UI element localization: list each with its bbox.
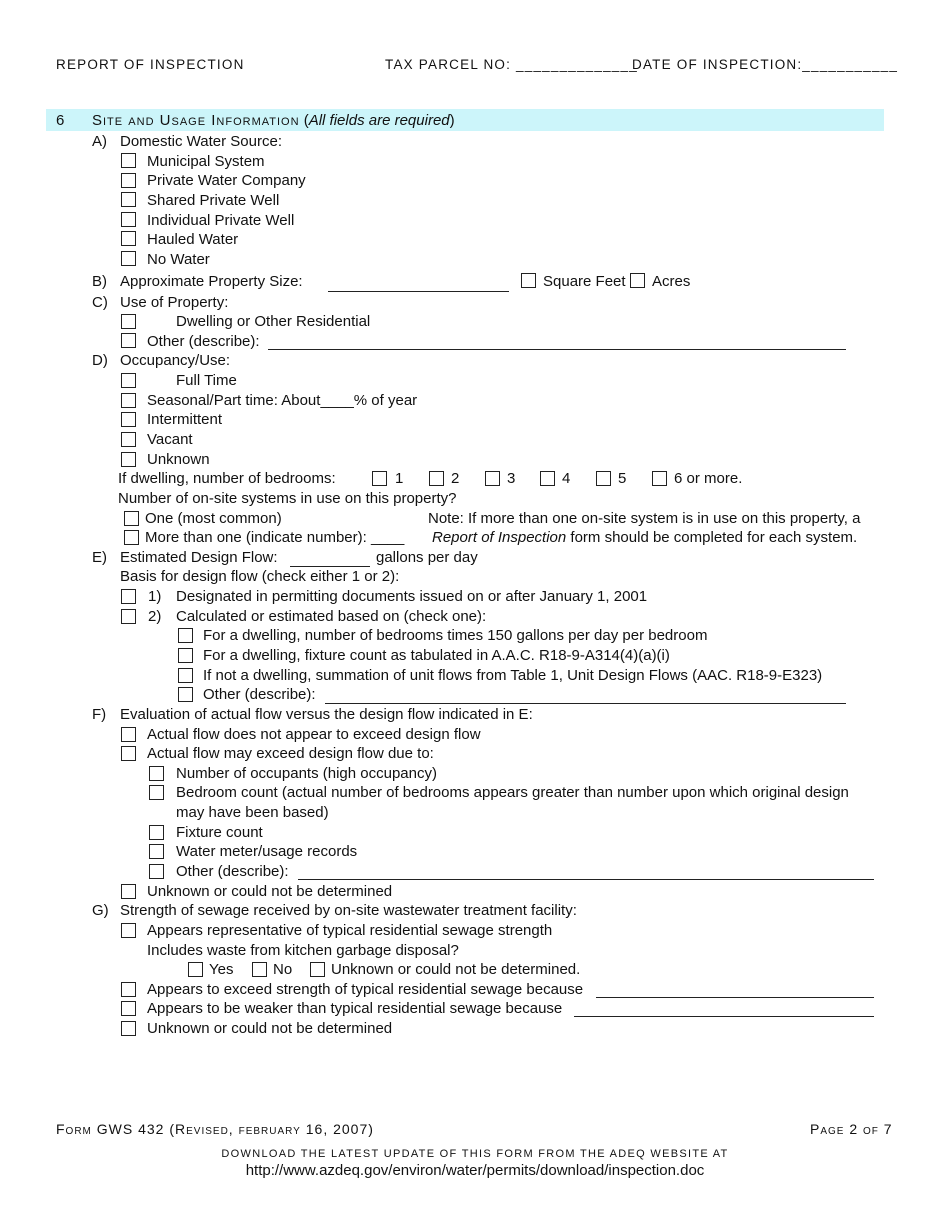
bedrooms-4-checkbox[interactable] [540, 471, 555, 486]
systems-note-line2 [432, 529, 857, 546]
water-option-label: Hauled Water [147, 231, 239, 248]
occupancy-full-time-checkbox[interactable] [121, 373, 136, 388]
item-f-label: Evaluation of actual flow versus the design flow indicated in E: [120, 706, 533, 723]
occupancy-seasonal-checkbox[interactable] [121, 393, 136, 408]
design-flow-basis-label: Basis for design flow (check either 1 or 2): [120, 568, 400, 585]
systems-more-checkbox[interactable] [124, 530, 139, 545]
item-c-label: Use of Property: [120, 294, 229, 311]
strength-option-label: Appears representative of typical residential sewage strength [147, 922, 553, 939]
design-flow-unit: gallons per day [376, 549, 478, 566]
page-number: Page 2 of 7 [810, 1121, 893, 1137]
bedrooms-6-checkbox[interactable] [652, 471, 667, 486]
property-size-input[interactable] [328, 291, 509, 292]
water-option-label: Private Water Company [147, 172, 306, 189]
flow-option-label: Actual flow may exceed design flow due to: [147, 745, 434, 762]
basis-permit-label: Designated in permitting documents issued on or after January 1, 2001 [176, 588, 648, 605]
flow-meter-records-checkbox[interactable] [149, 844, 164, 859]
design-flow-input[interactable] [290, 566, 370, 567]
flow-reason-label: Fixture count [176, 824, 263, 841]
flow-reason-label: Bedroom count (actual number of bedrooms appears greater than number upon which original design [176, 784, 849, 801]
use-other-label: Other (describe): [147, 333, 260, 350]
occupancy-option-label: Vacant [147, 431, 193, 448]
garbage-no-checkbox[interactable] [252, 962, 267, 977]
calc-other-input[interactable] [325, 703, 846, 704]
occupancy-option-label: Unknown [147, 451, 210, 468]
square-feet-checkbox[interactable] [521, 273, 536, 288]
flow-bedroom-count-checkbox[interactable] [149, 785, 164, 800]
flow-option-label: Actual flow does not appear to exceed design flow [147, 726, 481, 743]
item-b-label: Approximate Property Size: [120, 273, 303, 290]
section-note: All fields are required [308, 112, 450, 129]
item-e-label: Estimated Design Flow: [120, 549, 278, 566]
flow-reason-label: Other (describe): [176, 863, 289, 880]
item-f-letter: F) [92, 706, 107, 723]
systems-note-form-name: Report of Inspection [432, 529, 567, 546]
square-feet-label: Square Feet [543, 273, 626, 290]
basis-permit-checkbox[interactable] [121, 589, 136, 604]
garbage-yes-label: Yes [209, 961, 234, 978]
item-c-letter: C) [92, 294, 108, 311]
strength-weaker-checkbox[interactable] [121, 1001, 136, 1016]
flow-option-label: Unknown or could not be determined [147, 883, 393, 900]
systems-one-checkbox[interactable] [124, 511, 139, 526]
acres-checkbox[interactable] [630, 273, 645, 288]
garbage-unknown-label: Unknown or could not be determined. [331, 961, 581, 978]
garbage-no-label: No [273, 961, 293, 978]
water-shared-well-checkbox[interactable] [121, 192, 136, 207]
flow-other-input[interactable] [298, 879, 874, 880]
bedrooms-option-label: 2 [451, 470, 460, 487]
calc-bedrooms-checkbox[interactable] [178, 628, 193, 643]
item-g-letter: G) [92, 902, 109, 919]
bedrooms-option-label: 6 or more. [674, 470, 743, 487]
water-option-label: No Water [147, 251, 210, 268]
flow-fixture-count-checkbox[interactable] [149, 825, 164, 840]
water-option-label: Municipal System [147, 153, 265, 170]
flow-may-exceed-checkbox[interactable] [121, 746, 136, 761]
water-individual-well-checkbox[interactable] [121, 212, 136, 227]
bedrooms-1-checkbox[interactable] [372, 471, 387, 486]
water-none-checkbox[interactable] [121, 251, 136, 266]
bedrooms-2-checkbox[interactable] [429, 471, 444, 486]
bedrooms-option-label: 4 [562, 470, 571, 487]
item-a-label: Domestic Water Source: [120, 133, 282, 150]
garbage-disposal-question: Includes waste from kitchen garbage disposal? [147, 942, 459, 959]
occupancy-vacant-checkbox[interactable] [121, 432, 136, 447]
download-url[interactable]: http://www.azdeq.gov/environ/water/permits/download/inspection.doc [245, 1162, 705, 1179]
water-option-label: Individual Private Well [147, 212, 295, 229]
inspection-date-field[interactable]: DATE OF INSPECTION:___________ [632, 57, 899, 72]
item-g-label: Strength of sewage received by on-site wastewater treatment facility: [120, 902, 577, 919]
item-b-letter: B) [92, 273, 107, 290]
use-residential-checkbox[interactable] [121, 314, 136, 329]
download-notice: DOWNLOAD THE LATEST UPDATE OF THIS FORM FROM THE ADEQ WEBSITE AT [221, 1148, 729, 1160]
calc-unit-flows-checkbox[interactable] [178, 668, 193, 683]
strength-option-label: Appears to be weaker than typical residential sewage because [147, 1000, 563, 1017]
calc-option-label: Other (describe): [203, 686, 316, 703]
section-title: Site and Usage Information (All fields are required) [92, 112, 455, 129]
water-option-label: Shared Private Well [147, 192, 280, 209]
bedrooms-option-label: 1 [395, 470, 404, 487]
strength-exceed-input[interactable] [596, 997, 874, 998]
strength-option-label: Unknown or could not be determined [147, 1020, 393, 1037]
occupancy-option-label: Seasonal/Part time: About____% of year [147, 392, 418, 409]
calc-option-label: For a dwelling, number of bedrooms times 150 gallons per day per bedroom [203, 627, 708, 644]
systems-more-label[interactable]: More than one (indicate number): ____ [145, 529, 405, 546]
occupancy-intermittent-checkbox[interactable] [121, 412, 136, 427]
bedrooms-5-checkbox[interactable] [596, 471, 611, 486]
water-private-company-checkbox[interactable] [121, 173, 136, 188]
bedrooms-option-label: 3 [507, 470, 516, 487]
use-other-input[interactable] [268, 349, 846, 350]
calc-option-label: If not a dwelling, summation of unit flows from Table 1, Unit Design Flows (AAC. R18-9-E323) [203, 667, 823, 684]
form-id: Form GWS 432 (Revised, february 16, 2007) [56, 1121, 374, 1137]
strength-option-label: Appears to exceed strength of typical residential sewage because [147, 981, 584, 998]
systems-count-label: Number of on-site systems in use on this property? [118, 490, 457, 507]
water-municipal-checkbox[interactable] [121, 153, 136, 168]
basis-calculated-checkbox[interactable] [121, 609, 136, 624]
calc-fixture-checkbox[interactable] [178, 648, 193, 663]
flow-not-exceed-checkbox[interactable] [121, 727, 136, 742]
strength-typical-checkbox[interactable] [121, 923, 136, 938]
use-other-checkbox[interactable] [121, 333, 136, 348]
flow-unknown-checkbox[interactable] [121, 884, 136, 899]
basis-calculated-label: Calculated or estimated based on (check one): [176, 608, 487, 625]
item-d-label: Occupancy/Use: [120, 352, 231, 369]
strength-exceed-checkbox[interactable] [121, 982, 136, 997]
occupancy-option-label: Intermittent [147, 411, 223, 428]
occupancy-option-label: Full Time [176, 372, 237, 389]
garbage-unknown-checkbox[interactable] [310, 962, 325, 977]
flow-reason-label-cont: may have been based) [176, 804, 329, 821]
acres-label: Acres [652, 273, 691, 290]
bedrooms-option-label: 5 [618, 470, 627, 487]
section-title-text: Site and Usage Information [92, 112, 300, 129]
occupancy-unknown-checkbox[interactable] [121, 452, 136, 467]
water-hauled-checkbox[interactable] [121, 231, 136, 246]
flow-other-checkbox[interactable] [149, 864, 164, 879]
basis-option-number: 1) [148, 588, 162, 605]
strength-weaker-input[interactable] [574, 1016, 874, 1017]
garbage-yes-checkbox[interactable] [188, 962, 203, 977]
report-title: REPORT OF INSPECTION [56, 57, 245, 72]
bedrooms-label: If dwelling, number of bedrooms: [118, 470, 336, 487]
tax-parcel-field[interactable]: TAX PARCEL NO: ______________ [385, 57, 638, 72]
item-d-letter: D) [92, 352, 108, 369]
calc-other-checkbox[interactable] [178, 687, 193, 702]
use-residential-label: Dwelling or Other Residential [176, 313, 371, 330]
systems-note-line1: Note: If more than one on-site system is in use on this property, a [428, 510, 861, 527]
basis-option-number: 2) [148, 608, 162, 625]
item-e-letter: E) [92, 549, 107, 566]
calc-option-label: For a dwelling, fixture count as tabulated in A.A.C. R18-9-A314(4)(a)(i) [203, 647, 670, 664]
section-number: 6 [56, 112, 65, 129]
item-a-letter: A) [92, 133, 107, 150]
flow-reason-label: Number of occupants (high occupancy) [176, 765, 437, 782]
flow-occupants-checkbox[interactable] [149, 766, 164, 781]
systems-one-label: One (most common) [145, 510, 282, 527]
flow-reason-label: Water meter/usage records [176, 843, 358, 860]
strength-unknown-checkbox[interactable] [121, 1021, 136, 1036]
systems-note-rest: form should be completed for each system. [566, 529, 858, 546]
bedrooms-3-checkbox[interactable] [485, 471, 500, 486]
